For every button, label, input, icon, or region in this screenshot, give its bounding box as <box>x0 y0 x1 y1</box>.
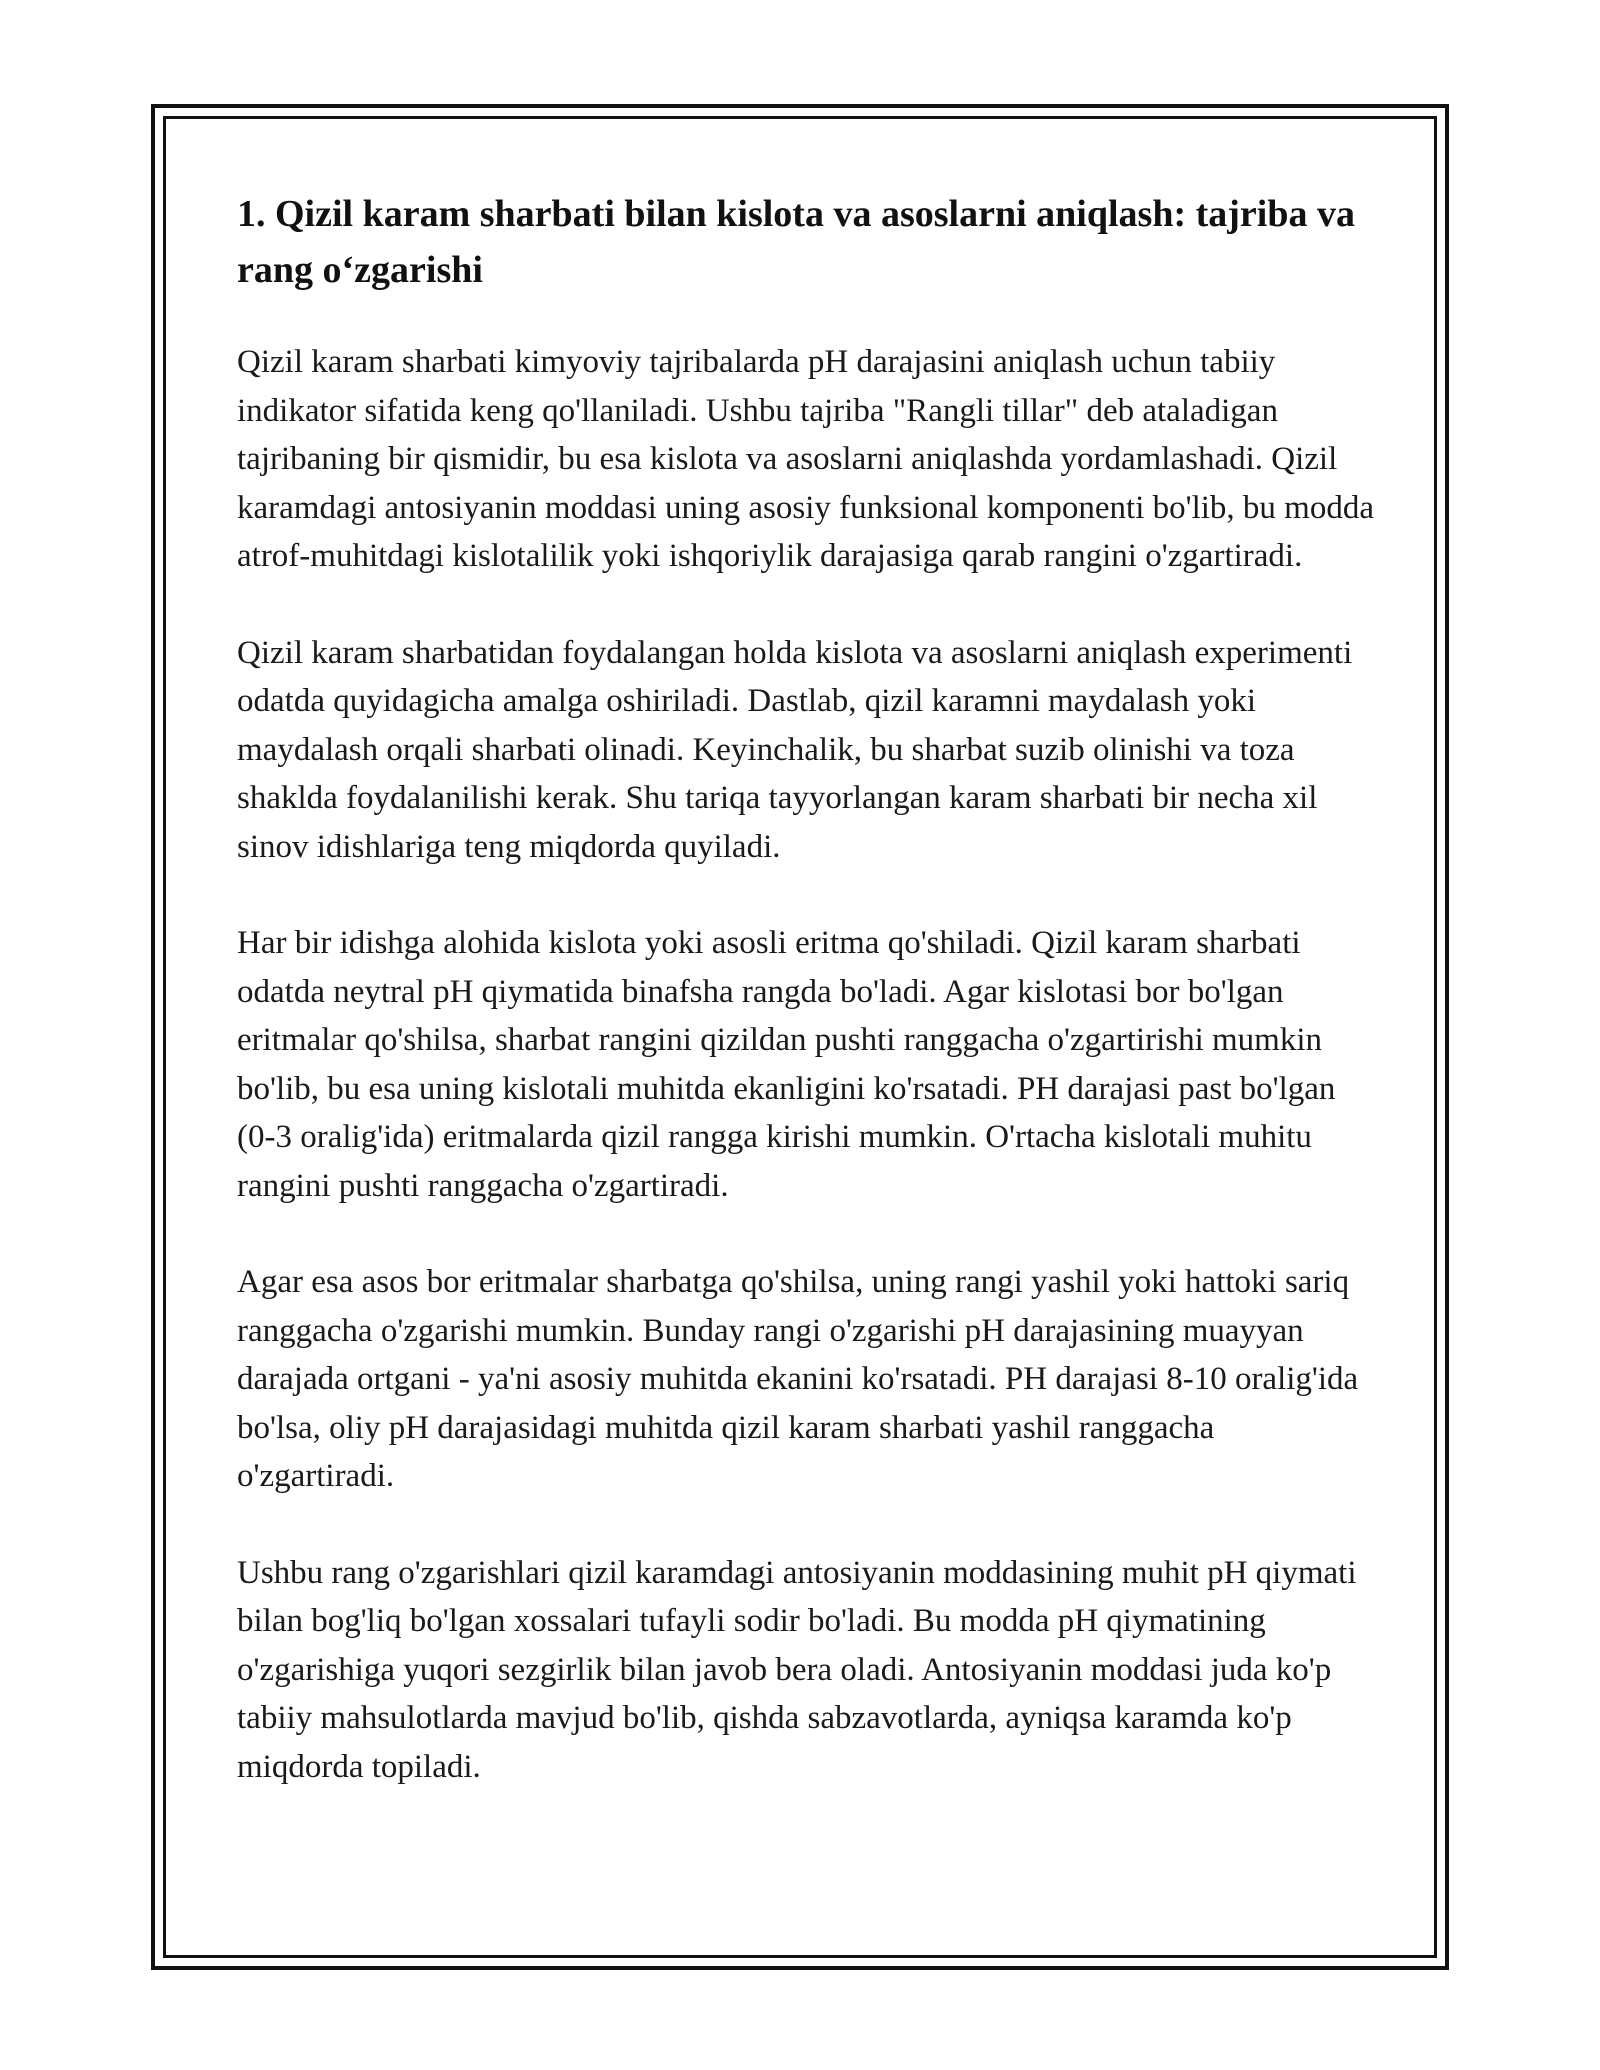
document-body <box>237 186 1377 1839</box>
paragraph-2: Qizil karam sharbatidan foydalangan holda kislota va asoslarni aniqlash experimenti odatda quyidagicha amalga oshiriladi. Dastlab, qizil karamni maydalash yoki maydalash orqali sharbati olinadi. Keyinchalik, bu sharbat suzib olinishi va toza shakldа foydalanilishi kerak. Shu tariqa tayyorlangan karam sharbati bir necha xil sinov idishlariga teng miqdorda quyiladi. <box>237 634 1353 865</box>
paragraph-5: Ushbu rang o'zgarishlari qizil karamdagi antosiyanin moddasining muhit pH qiymati bilan bog'liq bo'lgan xossalari tufayli sodir bo'ladi. Bu modda pH qiymatining o'zgarishiga yuqori sezgirlik bilan javob bera oladi. Antosiyanin moddasi juda ko'p tabiiy mahsulotlarda mavjud bo'lib, qishda sabzavotlarda, ayniqsa karamda ko'p miqdorda topiladi. <box>237 1554 1357 1785</box>
document-title: 1. Qizil karam sharbati bilan kislota va asoslarni aniqlash: tajriba va rang o‘zgarishi <box>237 193 1355 291</box>
paragraph-1: Qizil karam sharbati kimyoviy tajribalarda pH darajasini aniqlash uchun tabiiy indikator sifatida keng qo'llaniladi. Ushbu tajriba "Rangli tillar" deb ataladigan tajribaning bir qismidir, bu esa kislota va asoslarni aniqlashda yordamlashadi. Qizil karamdagi antosiyanin moddasi uning asosiy funksional komponenti bo'lib, bu modda atrof-muhitdagi kislotalilik yoki ishqoriylik darajasiga qarab rangini o'zgartiradi. <box>237 344 1374 574</box>
paragraph-4: Agar esa asos bor eritmalar sharbatga qo'shilsa, uning rangi yashil yoki hattoki sariq ranggacha o'zgarishi mumkin. Bunday rangi o'zgarishi pH darajasining muayyan darajada ortgani - ya'ni asosiy muhitda ekanini ko'rsatadi. PH darajasi 8-10 oralig'ida bo'lsa, oliy pH darajasidagi muhitda qizil karam sharbati yashil ranggacha o'zgartiradi. <box>237 1264 1359 1494</box>
paragraph-3: Har bir idishga alohida kislota yoki asosli eritma qo'shiladi. Qizil karam sharbati odatda neytral pH qiymatida binafsha rangda bo'ladi. Agar kislotasi bor bo'lgan eritmalar qo'shilsa, sharbat rangini qizildan pushti ranggacha o'zgartirishi mumkin bo'lib, bu esa uning kislotali muhitda ekanligini ko'rsatadi. PH darajasi past bo'lgan (0-3 oralig'ida) eritmalarda qizil rangga kirishi mumkin. O'rtacha kislotali muhitu rangini pushti ranggacha o'zgartiradi. <box>237 925 1336 1204</box>
